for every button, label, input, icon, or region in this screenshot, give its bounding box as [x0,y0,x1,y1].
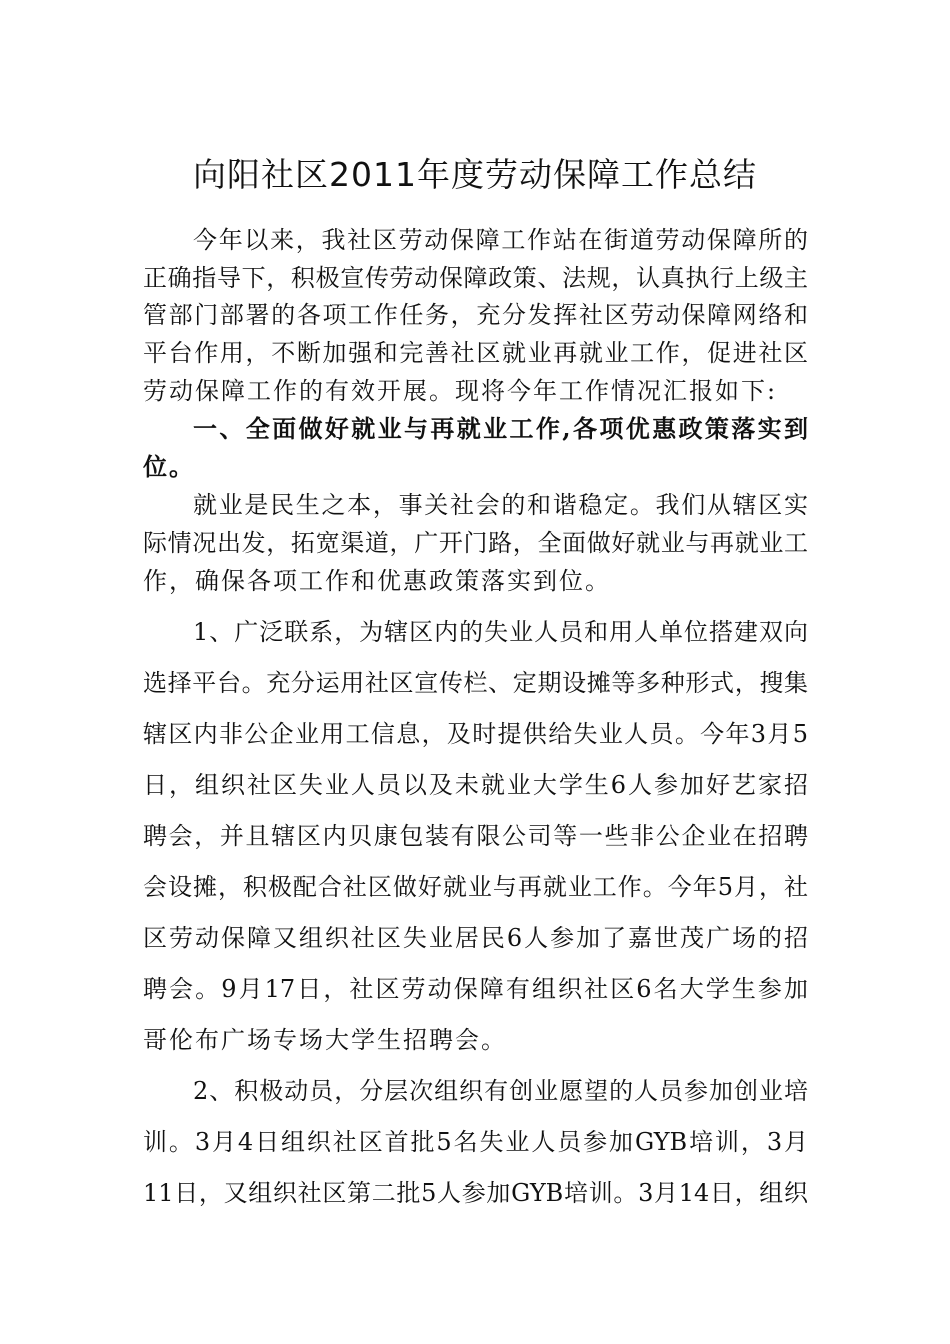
section-heading: 一、全面做好就业与再就业工作,各项优惠政策落实到 [193,414,808,443]
paragraph-line: 哥伦布广场专场大学生招聘会。 [143,1026,507,1054]
paragraph-line: 际情况出发，拓宽渠道，广开门路，全面做好就业与再就业工 [143,529,808,557]
paragraph-line: 聘会。9月17日，社区劳动保障有组织社区6名大学生参加 [143,975,808,1003]
paragraph-line: 1、广泛联系，为辖区内的失业人员和用人单位搭建双向 [193,618,808,646]
page-title: 向阳社区2011年度劳动保障工作总结 [193,155,757,194]
paragraph-line: 训。3月4日组织社区首批5名失业人员参加GYB培训，3月 [143,1128,808,1156]
paragraph-line: 2、积极动员，分层次组织有创业愿望的人员参加创业培 [193,1077,808,1105]
section-heading: 位。 [143,452,195,481]
paragraph-line: 11日，又组织社区第二批5人参加GYB培训。3月14日，组织 [143,1179,808,1207]
paragraph-line: 正确指导下，积极宣传劳动保障政策、法规，认真执行上级主 [143,264,808,292]
paragraph-line: 今年以来，我社区劳动保障工作站在街道劳动保障所的 [193,226,808,254]
paragraph-line: 辖区内非公企业用工信息，及时提供给失业人员。今年3月5 [143,720,808,748]
paragraph-line: 就业是民生之本，事关社会的和谐稳定。我们从辖区实 [193,491,808,519]
paragraph-line: 作，确保各项工作和优惠政策落实到位。 [143,567,611,595]
paragraph-line: 会设摊，积极配合社区做好就业与再就业工作。今年5月，社 [143,873,808,901]
paragraph-line: 劳动保障工作的有效开展。现将今年工作情况汇报如下: [143,377,778,405]
paragraph-line: 管部门部署的各项工作任务，充分发挥社区劳动保障网络和 [143,301,808,329]
paragraph-line: 选择平台。充分运用社区宣传栏、定期设摊等多种形式，搜集 [143,669,808,697]
paragraph-line: 平台作用，不断加强和完善社区就业再就业工作，促进社区 [143,339,808,367]
paragraph-line: 聘会，并且辖区内贝康包装有限公司等一些非公企业在招聘 [143,822,808,850]
paragraph-line: 日，组织社区失业人员以及未就业大学生6人参加好艺家招 [143,771,808,799]
paragraph-line: 区劳动保障又组织社区失业居民6人参加了嘉世茂广场的招 [143,924,808,952]
